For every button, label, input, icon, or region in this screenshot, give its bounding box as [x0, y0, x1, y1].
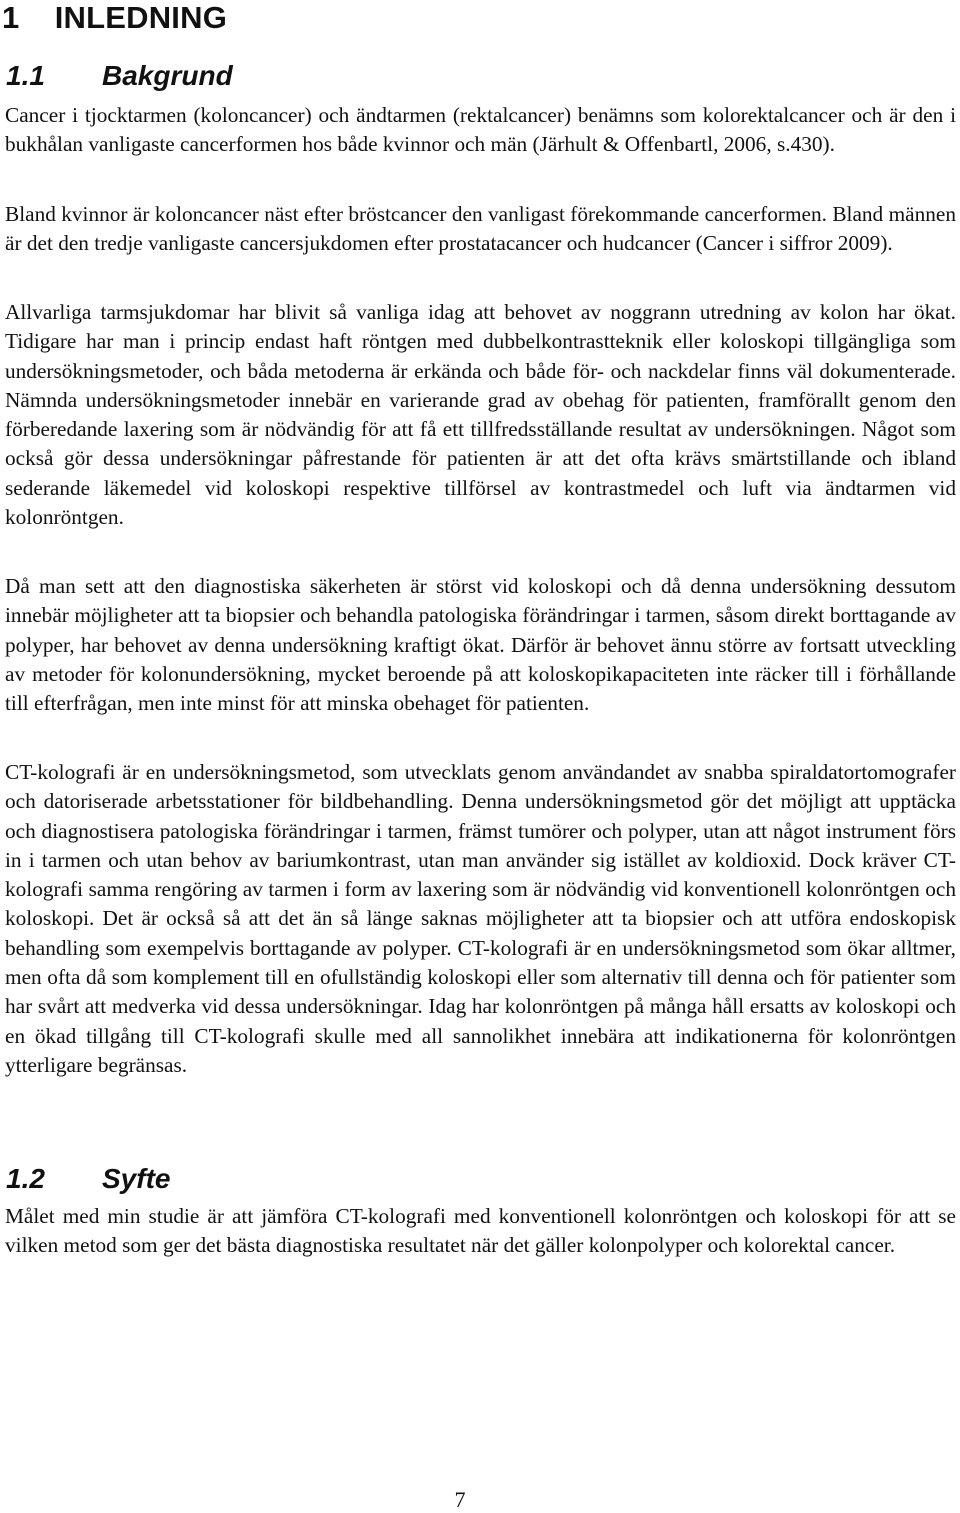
chapter-number: 1 — [2, 0, 20, 35]
section-heading-syfte — [6, 1161, 170, 1197]
paragraph-3: Allvarliga tarmsjukdomar har blivit så vanliga idag att behovet av noggrann utredning av kolon har ökat. Tidigare har man i princip endast haft röntgen med dubbelkontrastteknik eller koloskopi tillgängliga som undersökningsmetoder, och båda metoderna är erkända och både för- och nackdelar finns väl dokumenterade. Nämnda undersökningsmetoder innebär en varierande grad av obehag för patienten, framförallt genom den förberedande laxering som är nödvändig för att få ett tillfredsställande resultat av undersökningen. Något som också gör dessa undersökningar påfrestande för patienten är att det ofta krävs smärtstillande och ibland sederande läkemedel vid koloskopi respektive tillförsel av kontrastmedel och luft via ändtarmen vid kolonröntgen. — [5, 300, 956, 530]
paragraph-1: Cancer i tjocktarmen (koloncancer) och ändtarmen (rektalcancer) benämns som kolorektalcancer och är den i bukhålan vanligaste cancerformen hos både kvinnor och män (Järhult & Offenbartl, 2006, s.430). — [5, 103, 956, 157]
chapter-heading — [2, 0, 227, 38]
page-number: 7 — [454, 1487, 466, 1512]
section-number: 1.1 — [6, 60, 45, 91]
section-title: Bakgrund — [102, 60, 233, 91]
paragraph-4: Då man sett att den diagnostiska säkerheten är störst vid koloskopi och då denna undersökning dessutom innebär möjligheter att ta biopsier och behandla patologiska förändringar i tarmen, såsom direkt borttagande av polyper, har behovet av denna undersökning kraftigt ökat. Därför är behovet ännu större av fortsatt utveckling av metoder för kolonundersökning, mycket beroende på att koloskopikapaciteten inte räcker till i förhållande till efterfrågan, men inte minst för att minska obehaget för patienten. — [5, 574, 956, 716]
section-heading-bakgrund — [6, 58, 233, 94]
paragraph-syfte: Målet med min studie är att jämföra CT-kolografi med konventionell kolonröntgen och koloskopi för att se vilken metod som ger det bästa diagnostiska resultatet när det gäller kolonpolyper och kolorektal cancer. — [5, 1204, 956, 1258]
paragraph-5: CT-kolografi är en undersökningsmetod, som utvecklats genom användandet av snabba spiraldatortomografer och datoriserade arbetsstationer för bildbehandling. Denna undersökningsmetod gör det möjligt att upptäcka och diagnostisera patologiska förändringar i tarmen, främst tumörer och polyper, utan att något instrument förs in i tarmen och utan behov av bariumkontrast, utan man använder sig istället av koldioxid. Dock kräver CT-kolografi samma rengöring av tarmen i form av laxering som är nödvändig vid konventionell kolonröntgen och koloskopi. Det är också så att det än så länge saknas möjligheter att ta biopsier och att utföra endoskopisk behandling som exempelvis borttagande av polyper. CT-kolografi är en undersökningsmetod som ökar alltmer, men ofta då som komplement till en ofullständig koloskopi eller som alternativ till denna och för patienter som har svårt att medverka vid dessa undersökningar. Idag har kolonröntgen på många håll ersatts av koloskopi och en ökad tillgång till CT-kolografi skulle med all sannolikhet innebära att indikationerna för kolonröntgen ytterligare begränsas. — [5, 760, 956, 1077]
paragraph-2: Bland kvinnor är koloncancer näst efter bröstcancer den vanligast förekommande cancerformen. Bland männen är det den tredje vanligaste cancersjukdomen efter prostatacancer och hudcancer (Cancer i siffror 2009). — [5, 202, 956, 256]
section-number: 1.2 — [6, 1163, 45, 1194]
chapter-title: INLEDNING — [54, 0, 228, 35]
section-title: Syfte — [102, 1163, 171, 1194]
